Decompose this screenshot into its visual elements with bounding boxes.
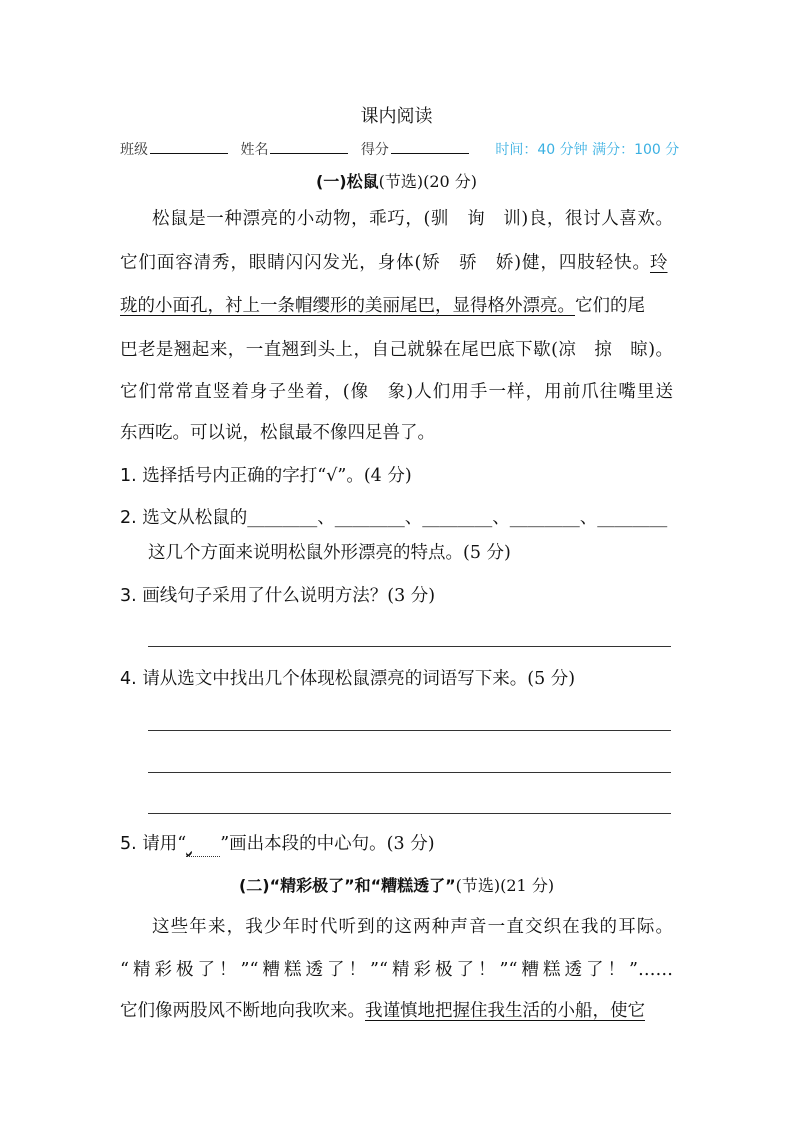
question-text: 画线句子采用了什么说明方法？(3 分)	[142, 586, 436, 606]
question-text: 请从选文中找出几个体现松鼠漂亮的词语写下来。(5 分)	[142, 669, 576, 689]
question-number: 2.	[120, 508, 137, 528]
underlined-sentence: 珑的小面孔，衬上一条帽缨形的美丽尾巴，显得格外漂亮。	[120, 296, 575, 316]
passage1-text: 它们面容清秀，眼睛闪闪发光，身体(矫 骄 娇)健，四肢轻快。	[120, 253, 650, 273]
question-text: 请用“	[142, 834, 187, 854]
passage2-line: 这些年来，我少年时代听到的这两种声音一直交织在我的耳际。	[152, 917, 673, 937]
name-blank[interactable]	[270, 139, 348, 154]
passage1-line: 巴老是翘起来，一直翘到头上，自己就躲在尾巴底下歇(凉 掠 晾)。	[120, 340, 673, 360]
question-1	[120, 464, 673, 488]
passage1-line: 它们常常直竖着身子坐着，(像 象)人们用手一样，用前爪往嘴里送	[120, 382, 673, 402]
question-number: 4.	[120, 669, 137, 689]
question-number: 5.	[120, 834, 137, 854]
page-title: 课内阅读	[360, 106, 433, 127]
passage2-line	[120, 999, 673, 1023]
section1-note: (节选)(20 分)	[378, 172, 478, 191]
passage2-line: “精彩极了！”“糟糕透了！”“精彩极了！”“糟糕透了！”……	[120, 960, 673, 980]
answer-line[interactable]	[148, 730, 671, 731]
class-blank[interactable]	[150, 139, 228, 154]
answer-line[interactable]	[148, 813, 671, 814]
score-label: 得分	[360, 142, 389, 158]
question-number: 3.	[120, 586, 137, 606]
passage1-line	[120, 294, 673, 318]
section2-title: (二)“精彩极了”和“糟糕透了”	[238, 876, 456, 895]
section2-note: (节选)(21 分)	[455, 876, 555, 895]
answer-line[interactable]	[148, 646, 671, 647]
question-4	[120, 667, 673, 691]
answer-line[interactable]	[148, 772, 671, 773]
class-label: 班级	[120, 142, 148, 158]
question-2-cont: 这几个方面来说明松鼠外形漂亮的特点。(5 分)	[148, 543, 511, 563]
passage1-line: 松鼠是一种漂亮的小动物，乖巧，(驯 询 训)良，很讨人喜欢。	[152, 209, 673, 229]
underlined-sentence: 我谨慎地把握住我生活的小船，使它	[365, 1001, 645, 1021]
question-5	[120, 832, 673, 857]
time-score-info: 时间：40 分钟 满分：100 分	[495, 142, 680, 158]
question-text: 选择括号内正确的字打“√”。(4 分)	[142, 466, 412, 486]
passage1-line: 东西吃。可以说，松鼠最不像四足兽了。	[120, 423, 435, 443]
question-text: 选文从松鼠的________、________、________、________、________	[142, 508, 668, 528]
section1-heading	[120, 170, 673, 194]
header-info	[120, 138, 680, 162]
score-blank[interactable]	[391, 139, 469, 154]
name-label: 姓名	[240, 142, 269, 158]
wavy-line-mark	[186, 832, 220, 857]
question-3	[120, 584, 673, 608]
question-2	[120, 506, 673, 530]
passage1-text: 它们的尾	[575, 296, 645, 316]
question-number: 1.	[120, 466, 137, 486]
section2-heading	[120, 874, 673, 898]
section1-title: (一)松鼠	[315, 172, 379, 191]
question-text: ”画出本段的中心句。(3 分)	[220, 834, 435, 854]
passage1-line	[120, 251, 673, 275]
underlined-sentence: 玲	[650, 253, 668, 273]
passage2-text: 它们像两股风不断地向我吹来。	[120, 1001, 365, 1021]
